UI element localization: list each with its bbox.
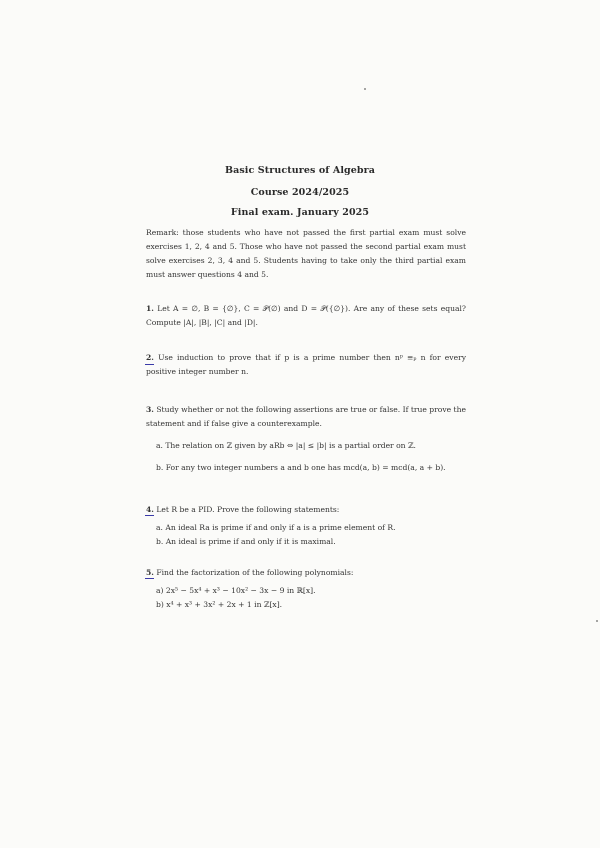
- exercise-4: [146, 503, 466, 549]
- exercise-3: [146, 403, 466, 475]
- exercise-5-number: 5.: [146, 568, 154, 577]
- exercise-3-number: 3.: [146, 405, 154, 414]
- exercise-4-text: Let R be a PID. Prove the following statements:: [156, 505, 340, 514]
- exercise-2-text: Use induction to prove that if p is a prime number then nᵖ ≡ₚ n for every positive integer number n.: [146, 353, 466, 376]
- exercise-4-items: [156, 521, 466, 549]
- exercise-3-text: Study whether or not the following assertions are true or false. If true prove the statement and if false give a counterexample.: [146, 405, 466, 428]
- exercise-5-item-a: a) 2x⁵ − 5x⁴ + x³ − 10x² − 3x − 9 in ℝ[x].: [156, 586, 316, 595]
- exercise-5: [146, 566, 466, 612]
- exam-date: Final exam. January 2025: [230, 207, 370, 218]
- exercise-5-items: [156, 584, 466, 612]
- exercise-2: [146, 351, 466, 379]
- exam-title: Basic Structures of Algebra: [224, 165, 376, 176]
- course-year: Course 2024/2025: [250, 187, 350, 198]
- scan-speck: [596, 620, 598, 622]
- exercise-1: [146, 302, 466, 330]
- exercise-4-item-a: a. An ideal Ra is prime if and only if a is a prime element of R.: [156, 523, 396, 532]
- exercise-1-number: 1.: [146, 304, 154, 313]
- pen-underline-mark: [145, 578, 154, 579]
- exercise-5-item-b: b) x⁴ + x³ + 3x² + 2x + 1 in ℤ[x].: [156, 600, 283, 609]
- exercise-5-text: Find the factorization of the following polynomials:: [156, 568, 354, 577]
- exercise-2-number: 2.: [146, 353, 154, 362]
- remark-paragraph: Remark: those students who have not passed the first partial exam must solve exercises 1, 2, 4 and 5. Those who have not passed the second partial exam must solve exercises 2, 3, 4 and 5. Students having to take only the third partial exam must answer questions 4 and 5.: [146, 228, 466, 279]
- exercise-1-text: Let A = ∅, B = {∅}, C = 𝒫(∅) and D = 𝒫({∅}). Are any of these sets equal? Compute |A|, |B|, |C| and |D|.: [146, 304, 467, 327]
- pen-underline-mark: [145, 515, 154, 516]
- pen-underline-mark: [145, 364, 154, 365]
- exercise-3-item-b: b. For any two integer numbers a and b one has mcd(a, b) = mcd(a, a + b).: [156, 463, 446, 472]
- exercise-4-item-b: b. An ideal is prime if and only if it is maximal.: [156, 537, 336, 546]
- exercise-4-number: 4.: [146, 505, 154, 514]
- exercise-3-item-a: a. The relation on ℤ given by aRb ⇔ |a| ≤ |b| is a partial order on ℤ.: [156, 441, 416, 450]
- exercise-3-items: [156, 439, 466, 475]
- scan-speck: [364, 88, 366, 90]
